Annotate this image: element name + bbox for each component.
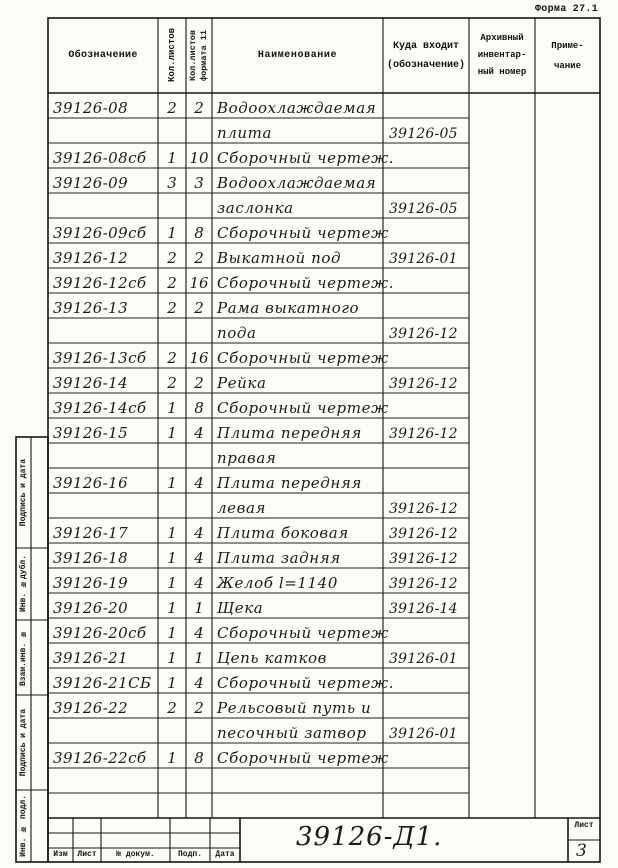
title-col-doc-no: № докум. (116, 850, 155, 859)
header-format-sheets-line2: формата 11 (199, 29, 209, 81)
side-replaced-inv-no-label: Взам.инв. № (19, 628, 28, 686)
row-name: Цепь катков (217, 649, 327, 667)
row-name: Сборочный чертеж (217, 624, 389, 642)
table-row (0, 518, 618, 543)
table-row (0, 743, 618, 768)
row-name: Сборочный чертеж (217, 349, 389, 367)
table-row (0, 593, 618, 618)
row-name: Водоохлаждаемая (217, 99, 377, 117)
table-row (0, 618, 618, 643)
row-format-sheets: 4 (194, 674, 204, 692)
side-replaced-inv-no (16, 620, 31, 695)
row-sheets: 1 (167, 424, 177, 442)
row-format-sheets: 2 (194, 374, 204, 392)
table-row (0, 93, 618, 118)
row-where-used: 39126-12 (389, 501, 458, 517)
row-format-sheets: 2 (194, 699, 204, 717)
row-format-sheets: 4 (194, 524, 204, 542)
table-row (0, 493, 618, 518)
row-sheets: 1 (167, 149, 177, 167)
row-name: Плита передняя (217, 474, 362, 492)
row-format-sheets: 4 (194, 549, 204, 567)
row-where-used: 39126-01 (389, 726, 458, 742)
title-col-signature: Подп. (177, 850, 202, 859)
row-name: Щека (217, 599, 264, 617)
row-format-sheets: 4 (194, 574, 204, 592)
header-note-line2: чание (553, 60, 581, 71)
row-name: Рейка (217, 374, 267, 392)
row-format-sheets: 2 (194, 99, 204, 117)
row-designation: 39126-19 (53, 574, 129, 592)
row-sheets: 1 (167, 599, 177, 617)
table-row (0, 293, 618, 318)
row-format-sheets: 1 (194, 599, 204, 617)
side-duplicate-inv-no-label: Инв. №дубл. (19, 555, 28, 613)
row-format-sheets: 16 (189, 349, 209, 367)
table-row (0, 543, 618, 568)
row-sheets: 1 (167, 524, 177, 542)
table-row (0, 443, 618, 468)
row-name: Водоохлаждаемая (217, 174, 377, 192)
row-name: песочный затвор (217, 724, 367, 742)
table-row (0, 393, 618, 418)
row-name: правая (217, 449, 277, 467)
row-where-used: 39126-05 (389, 201, 458, 217)
header-sheets-text: Кол.листов (167, 28, 177, 83)
row-format-sheets: 4 (194, 424, 204, 442)
header-archive-line2: инвентар- (477, 50, 527, 60)
table-row (0, 668, 618, 693)
row-sheets: 2 (167, 699, 177, 717)
form-number-label: Форма 27.1 (534, 4, 598, 15)
row-name: Рельсовый путь и (217, 699, 372, 717)
row-designation: 39126-08 (53, 99, 129, 117)
row-name: Сборочный чертеж. (217, 149, 395, 167)
row-designation: 39126-17 (53, 524, 129, 542)
row-where-used: 39126-05 (389, 126, 458, 142)
table-row (0, 368, 618, 393)
header-archive-line1: Архивный (480, 33, 524, 43)
row-designation: 39126-20сб (53, 624, 147, 642)
row-name: Плита передняя (217, 424, 362, 442)
row-where-used: 39126-01 (389, 651, 458, 667)
document-code: 39126-Д1. (296, 822, 443, 852)
table-row (0, 693, 618, 718)
row-name: Сборочный чертеж (217, 224, 389, 242)
row-format-sheets: 1 (194, 649, 204, 667)
header-format-sheets-line1: Кол.листов (188, 29, 198, 81)
table-row (0, 143, 618, 168)
table-row (0, 643, 618, 668)
row-name: Выкатной под (217, 249, 342, 267)
row-name: пода (217, 324, 257, 342)
row-sheets: 2 (167, 249, 177, 267)
row-sheets: 2 (167, 349, 177, 367)
table-row (0, 718, 618, 743)
row-name: левая (217, 499, 267, 517)
side-signature-date-top-label: Подпись и дата (19, 458, 28, 527)
title-col-date: Дата (215, 850, 235, 859)
row-where-used: 39126-12 (389, 326, 458, 342)
row-designation: 39126-08сб (53, 149, 147, 167)
table-row (0, 118, 618, 143)
table-row (0, 243, 618, 268)
row-format-sheets: 3 (194, 174, 204, 192)
side-signature-date-top (16, 437, 31, 548)
title-col-sheet: Лист (77, 850, 97, 859)
row-name: Сборочный чертеж (217, 399, 389, 417)
row-name: Плита задняя (217, 549, 341, 567)
row-designation: 39126-21 (53, 649, 129, 667)
row-name: Сборочный чертеж. (217, 674, 395, 692)
row-designation: 39126-13 (53, 299, 129, 317)
side-signature-date-bottom-label: Подпись и дата (19, 708, 28, 777)
row-sheets: 1 (167, 549, 177, 567)
table-row (0, 468, 618, 493)
row-where-used: 39126-01 (389, 251, 458, 267)
row-designation: 39126-22сб (53, 749, 147, 767)
row-name: Сборочный чертеж. (217, 274, 395, 292)
row-designation: 39126-12сб (53, 274, 147, 292)
row-sheets: 1 (167, 224, 177, 242)
sheet-number: 3 (576, 841, 587, 861)
header-designation-text: Обозначение (68, 50, 138, 61)
row-sheets: 3 (167, 174, 177, 192)
row-sheets: 2 (167, 99, 177, 117)
title-col-change: Изм (53, 850, 68, 859)
row-format-sheets: 8 (194, 224, 204, 242)
table-row (0, 268, 618, 293)
row-sheets: 1 (167, 399, 177, 417)
header-where-used-line1: Куда входит (392, 40, 459, 52)
row-sheets: 1 (167, 474, 177, 492)
header-archive-line3: ный номер (477, 67, 527, 77)
row-name: Рама выкатного (217, 299, 360, 317)
side-duplicate-inv-no (16, 548, 31, 620)
row-designation: 39126-14 (53, 374, 129, 392)
row-designation: 39126-15 (53, 424, 129, 442)
row-format-sheets: 8 (194, 749, 204, 767)
row-format-sheets: 16 (189, 274, 209, 292)
row-sheets: 1 (167, 574, 177, 592)
row-where-used: 39126-12 (389, 426, 458, 442)
table-row (0, 343, 618, 368)
row-where-used: 39126-14 (389, 601, 458, 617)
row-name: Желоб l=1140 (217, 574, 338, 592)
row-designation: 39126-16 (53, 474, 129, 492)
table-row (0, 418, 618, 443)
table-row (0, 568, 618, 593)
row-where-used: 39126-12 (389, 376, 458, 392)
row-format-sheets: 8 (194, 399, 204, 417)
row-designation: 39126-20 (53, 599, 129, 617)
row-where-used: 39126-12 (389, 551, 458, 567)
row-sheets: 2 (167, 274, 177, 292)
row-format-sheets: 4 (194, 474, 204, 492)
table-row (0, 193, 618, 218)
row-where-used: 39126-12 (389, 576, 458, 592)
table-row (0, 318, 618, 343)
row-name: Сборочный чертеж (217, 749, 389, 767)
table-row (0, 218, 618, 243)
side-original-inv-no-label: Инв. № подл. (19, 795, 28, 857)
row-where-used: 39126-12 (389, 526, 458, 542)
row-designation: 39126-12 (53, 249, 129, 267)
row-format-sheets: 2 (194, 249, 204, 267)
row-sheets: 1 (167, 624, 177, 642)
row-designation: 39126-13сб (53, 349, 147, 367)
table-row (0, 168, 618, 193)
header-note-line1: Приме- (551, 40, 584, 51)
row-name: заслонка (217, 199, 294, 217)
row-format-sheets: 10 (189, 149, 209, 167)
header-where-used-line2: (обозначение) (386, 59, 465, 71)
row-designation: 39126-09 (53, 174, 129, 192)
row-designation: 39126-18 (53, 549, 129, 567)
row-name: плита (217, 124, 273, 142)
row-designation: 39126-22 (53, 699, 129, 717)
row-designation: 39126-21СБ (53, 674, 152, 692)
row-sheets: 2 (167, 374, 177, 392)
row-format-sheets: 4 (194, 624, 204, 642)
row-designation: 39126-14сб (53, 399, 147, 417)
row-sheets: 1 (167, 749, 177, 767)
row-designation: 39126-09сб (53, 224, 147, 242)
row-sheets: 1 (167, 674, 177, 692)
row-format-sheets: 2 (194, 299, 204, 317)
row-sheets: 2 (167, 299, 177, 317)
header-name-text: Наименование (257, 50, 338, 61)
row-name: Плита боковая (217, 524, 349, 542)
sheet-label: Лист (574, 821, 594, 830)
row-sheets: 1 (167, 649, 177, 667)
side-signature-date-bottom (16, 695, 31, 790)
side-original-inv-no (16, 790, 31, 862)
